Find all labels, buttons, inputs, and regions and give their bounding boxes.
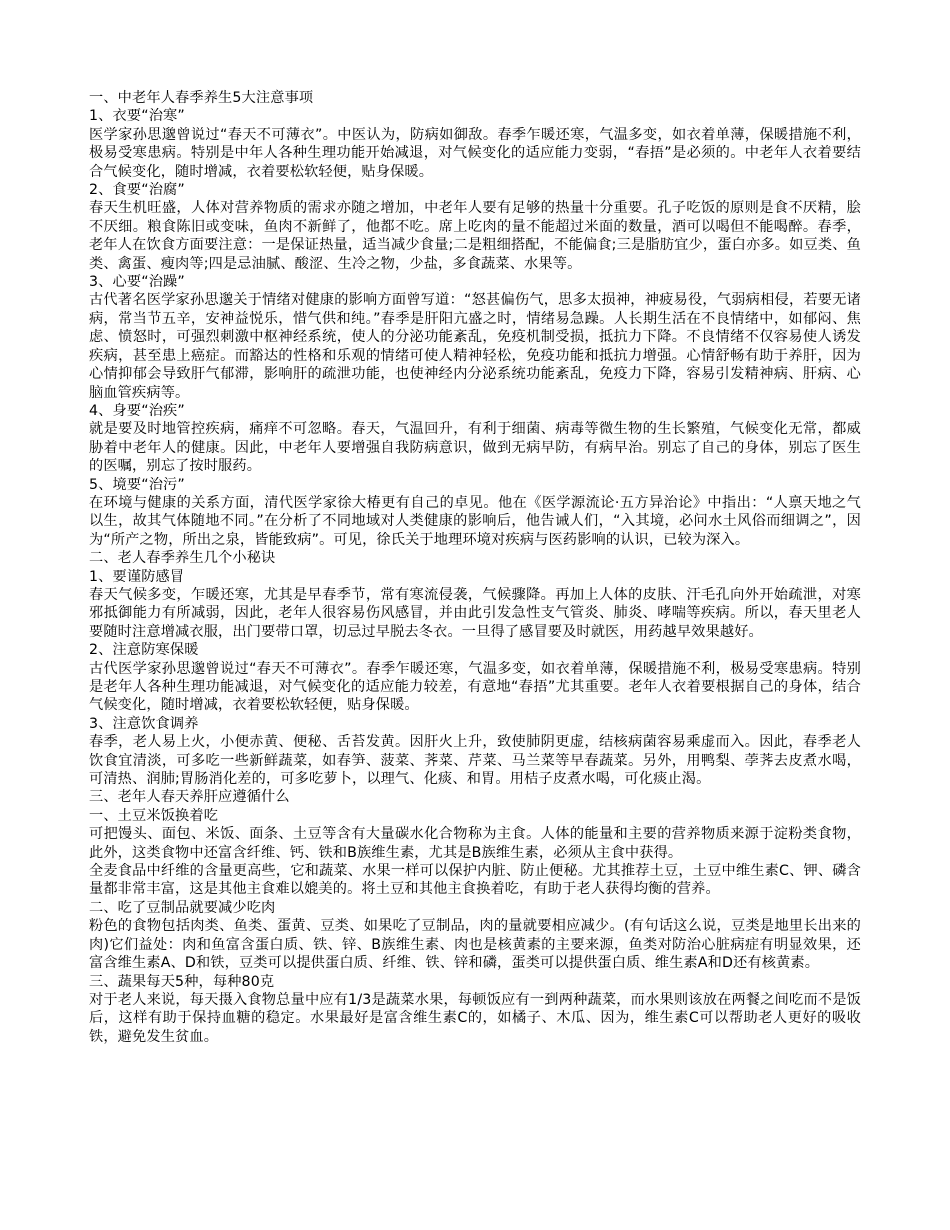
paragraph-2-3: 春季，老人易上火，小便赤黄、便秘、舌苔发黄。因肝火上升，致使肺阴更虚，结核病菌容易乘虚而入。因此，春季老人饮食宜清淡，可多吃一些新鲜蔬菜，如春笋、菠菜、荠菜、芹菜、马兰菜等早春蔬菜。另外，用鸭梨、荸荠去皮煮水喝，可清热、润肺;胃肠消化差的，可多吃萝卜，以理气、化痰、和胃。用桔子皮煮水喝，可化痰止渴。 — [89, 734, 861, 788]
paragraph-1-1: 医学家孙思邈曾说过“春天不可薄衣”。中医认为，防病如御敌。春季乍暖还寒，气温多变，如衣着单薄，保暖措施不利，极易受寒患病。特别是中年人各种生理功能开始减退，对气候变化的适应能力变弱，“春捂”是必须的。中老年人衣着要结合气候变化，随时增减，衣着要松软轻便，贴身保暖。 — [89, 126, 861, 180]
subheading-2-1: 1、要谨防感冒 — [89, 568, 185, 585]
subheading-1-5: 5、境要“治污” — [89, 476, 185, 493]
paragraph-2-1: 春天气候多变，乍暖还寒，尤其是早春季节，常有寒流侵袭，气候骤降。再加上人体的皮肤、汗毛孔向外开始疏泄，对寒邪抵御能力有所减弱，因此，老年人很容易伤风感冒，并由此引发急性支气管炎、肺炎、哮喘等疾病。所以，春天里老人要随时注意增减衣服，出门要带口罩，切忌过早脱去冬衣。一旦得了感冒要及时就医，用药越早效果越好。 — [89, 586, 861, 640]
subheading-1-3: 3、心要“治躁” — [89, 274, 185, 291]
subheading-3-1: 一、土豆米饭换着吃 — [89, 807, 219, 824]
paragraph-3-2: 粉色的食物包括肉类、鱼类、蛋黄、豆类、如果吃了豆制品，肉的量就要相应减少。(有句话这么说，豆类是地里长出来的肉)它们益处：肉和鱼富含蛋白质、铁、锌、B族维生素、肉也是核黄素的主要来源，鱼类对防治心脏病症有明显效果，还富含维生素A、D和铁，豆类可以提供蛋白质、纤维、铁、锌和磷，蛋类可以提供蛋白质、维生素A和D还有核黄素。 — [89, 918, 861, 972]
paragraph-1-5: 在环境与健康的关系方面，清代医学家徐大椿更有自己的卓见。他在《医学源流论·五方异治论》中指出：“人禀天地之气以生，故其气体随地不同。”在分析了不同地域对人类健康的影响后，他告诫人们，“入其境，必问水土风俗而细调之”，因为“所产之物，所出之泉，皆能致病”。可见，徐氏关于地理环境对疾病与医药影响的认识，已较为深入。 — [89, 494, 861, 548]
subheading-2-3: 3、注意饮食调养 — [89, 715, 199, 732]
paragraph-3-3: 对于老人来说，每天摄入食物总量中应有1/3是蔬菜水果，每顿饭应有一到两种蔬菜，而水果则该放在两餐之间吃而不是饭后，这样有助于保持血糖的稳定。水果最好是富含维生素C的，如橘子、木瓜、因为，维生素C可以帮助老人更好的吸收铁，避免发生贫血。 — [89, 991, 861, 1045]
subheading-3-3: 三、蔬果每天5种，每种80克 — [89, 973, 275, 990]
subheading-2-2: 2、注意防寒保暖 — [89, 642, 199, 659]
subheading-1-4: 4、身要“治疾” — [89, 402, 185, 419]
paragraph-3-1a: 可把馒头、面包、米饭、面条、土豆等含有大量碳水化合物称为主食。人体的能量和主要的营养物质来源于淀粉类食物，此外，这类食物中还富含纤维、钙、铁和B族维生素，尤其是B族维生素，必须从主食中获得。 — [89, 826, 861, 861]
paragraph-1-2: 春天生机旺盛，人体对营养物质的需求亦随之增加，中老年人要有足够的热量十分重要。孔子吃饭的原则是食不厌精，脍不厌细。粮食陈旧或变味，鱼肉不新鲜了，他都不吃。席上吃肉的量不能超过米面的数量，酒可以喝但不能喝醉。春季，老年人在饮食方面要注意：一是保证热量，适当减少食量;二是粗细搭配，不能偏食;三是脂肪宜少，蛋白亦多。如豆类、鱼类、禽蛋、瘦肉等;四是忌油腻、酸涩、生冷之物，少盐，多食蔬菜、水果等。 — [89, 200, 861, 272]
subheading-1-2: 2、食要“治腐” — [89, 182, 185, 199]
paragraph-1-3: 古代著名医学家孙思邈关于情绪对健康的影响方面曾写道：“怒甚偏伤气，思多太损神，神疲易役，气弱病相侵，若要无诸病，常当节五辛，安神益悦乐，惜气供和纯。”春季是肝阳亢盛之时，情绪易急躁。人长期生活在不良情绪中，如郁闷、焦虑、愤怒时，可强烈刺激中枢神经系统，使人的分泌功能紊乱，免疫机制受损，抵抗力下降。不良情绪不仅容易使人诱发疾病，甚至患上癌症。而豁达的性格和乐观的情绪可使人精神轻松，免疫功能和抵抗力增强。心情舒畅有助于养肝，因为心情抑郁会导致肝气郁滞，影响肝的疏泄功能，也使神经内分泌系统功能紊乱，免疫力下降，容易引发精神病、肝病、心脑血管疾病等。 — [89, 292, 861, 401]
section-heading-2: 二、老人春季养生几个小秘诀 — [89, 550, 276, 567]
section-heading-1: 一、中老年人春季养生5大注意事项 — [89, 90, 314, 106]
subheading-1-1: 1、衣要“治寒” — [89, 108, 185, 125]
document-page — [89, 89, 861, 1046]
subheading-3-2: 二、吃了豆制品就要减少吃肉 — [89, 899, 276, 916]
paragraph-3-1b: 全麦食品中纤维的含量更高些，它和蔬菜、水果一样可以保护内脏、防止便秘。尤其推荐土豆，土豆中维生素C、钾、磷含量都非常丰富，这是其他主食难以媲美的。将土豆和其他主食换着吃，有助于老人获得均衡的营养。 — [89, 863, 861, 898]
paragraph-1-4: 就是要及时地管控疾病，痛痒不可忽略。春天，气温回升，有利于细菌、病毒等微生物的生长繁殖，气候变化无常，都威胁着中老年人的健康。因此，中老年人要增强自我防病意识，做到无病早防，有病早治。别忘了自己的身体，别忘了医生的医嘱，别忘了按时服药。 — [89, 421, 861, 475]
section-heading-3: 三、老年人春天养肝应遵循什么 — [89, 789, 290, 806]
paragraph-2-2: 古代医学家孙思邈曾说过“春天不可薄衣”。春季乍暖还寒，气温多变，如衣着单薄，保暖措施不利，极易受寒患病。特别是老年人各种生理功能减退，对气候变化的适应能力较差，有意地“春捂”尤其重要。老年人衣着要根据自己的身体，结合气候变化，随时增减，衣着要松软轻便，贴身保暖。 — [89, 660, 861, 714]
